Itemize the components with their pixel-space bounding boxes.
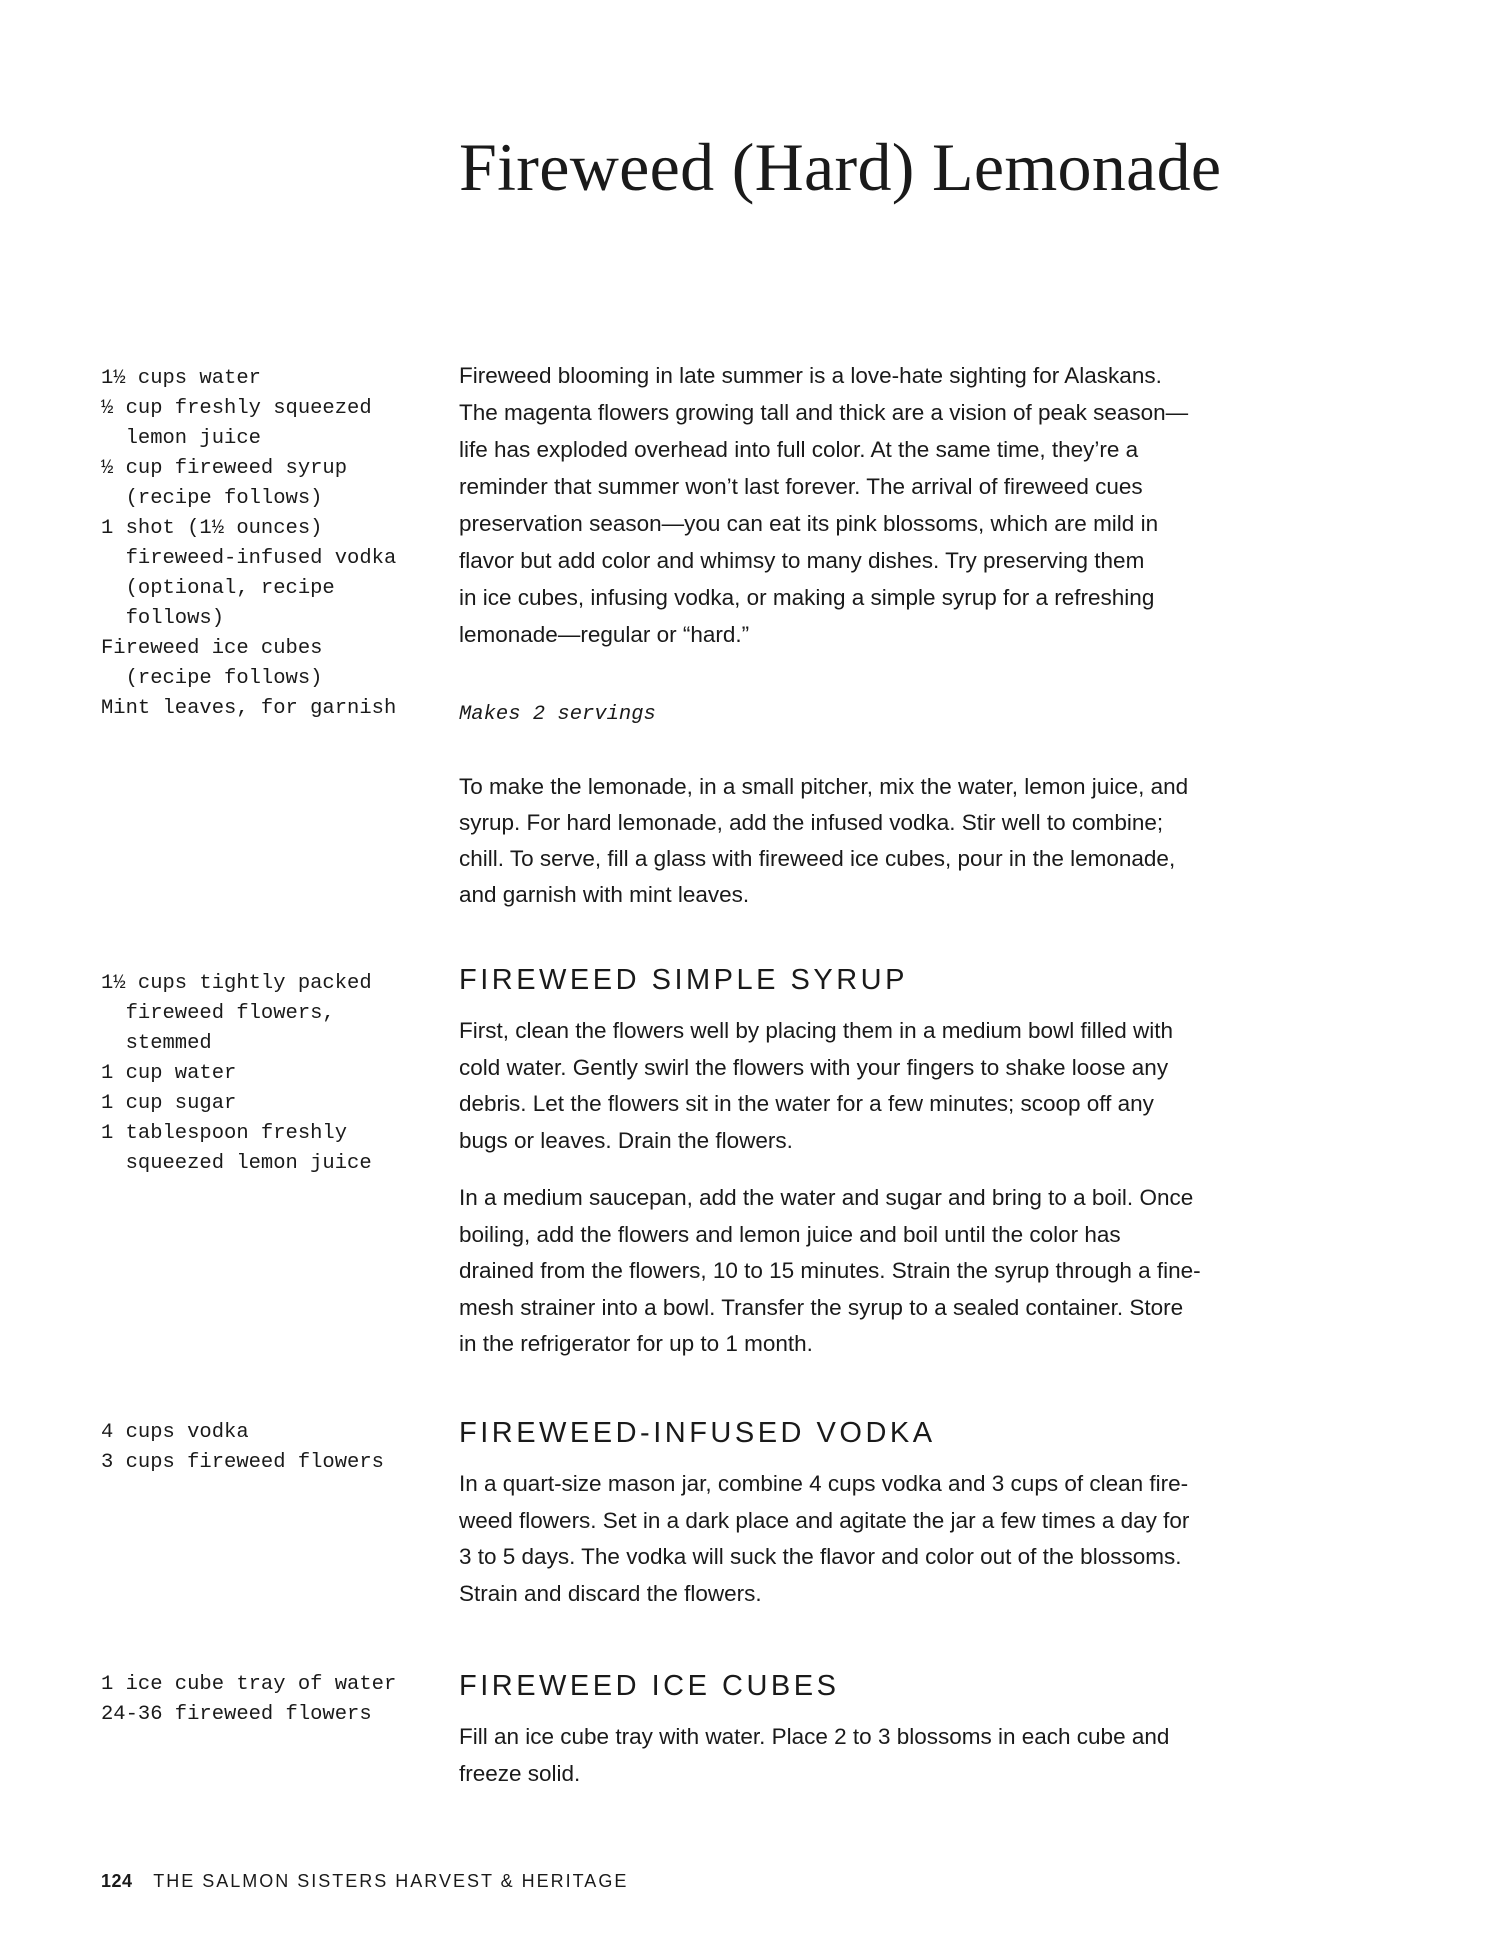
ingredient-line: squeezed lemon juice <box>101 1152 372 1175</box>
ingredient-line: (recipe follows) <box>101 487 323 510</box>
method-line: syrup. For hard lemonade, add the infused vodka. Stir well to combine; <box>459 810 1164 835</box>
ingredient-line: (recipe follows) <box>101 667 323 690</box>
syrup-heading: FIREWEED SIMPLE SYRUP <box>459 964 908 996</box>
ingredient-line: ½ cup fireweed syrup <box>101 457 348 480</box>
step-line: In a medium saucepan, add the water and sugar and bring to a boil. Once <box>459 1185 1194 1210</box>
vodka-ingredient-list <box>101 1418 384 1478</box>
ingredient-line: 1 tablespoon freshly <box>101 1122 348 1145</box>
ingredient-line: fireweed flowers, <box>101 1002 335 1025</box>
ingredient-line: follows) <box>101 607 225 630</box>
step-line: weed flowers. Set in a dark place and agitate the jar a few times a day for <box>459 1507 1190 1533</box>
vodka-step <box>459 1466 1259 1612</box>
ingredient-line: 3 cups fireweed flowers <box>101 1451 384 1474</box>
icecube-step <box>459 1719 1259 1792</box>
intro-line: The magenta flowers growing tall and thick are a vision of peak season— <box>459 400 1189 425</box>
page-number: 124 <box>101 1871 133 1891</box>
servings-yield: Makes 2 servings <box>459 703 656 726</box>
ingredient-line: (optional, recipe <box>101 577 335 600</box>
ingredient-line: 1 shot (1½ ounces) <box>101 517 323 540</box>
running-title: THE SALMON SISTERS HARVEST & HERITAGE <box>153 1871 629 1891</box>
recipe-title: Fireweed (Hard) Lemonade <box>459 129 1222 205</box>
ingredient-line: lemon juice <box>101 427 261 450</box>
ingredient-line: Mint leaves, for garnish <box>101 697 397 720</box>
intro-line: lemonade—regular or “hard.” <box>459 622 750 647</box>
intro-line: Fireweed blooming in late summer is a love-hate sighting for Alaskans. <box>459 363 1162 388</box>
step-line: cold water. Gently swirl the flowers with your fingers to shake loose any <box>459 1054 1169 1080</box>
intro-line: in ice cubes, infusing vodka, or making a simple syrup for a refreshing <box>459 585 1155 610</box>
step-line: boiling, add the flowers and lemon juice and boil until the color has <box>459 1221 1121 1247</box>
step-line: 3 to 5 days. The vodka will suck the flavor and color out of the blossoms. <box>459 1544 1182 1569</box>
step-line: debris. Let the flowers sit in the water for a few minutes; scoop off any <box>459 1091 1154 1116</box>
step-line: Fill an ice cube tray with water. Place 2 to 3 blossoms in each cube and <box>459 1724 1170 1749</box>
step-line: drained from the flowers, 10 to 15 minutes. Strain the syrup through a fine- <box>459 1258 1201 1283</box>
step-line: In a quart-size mason jar, combine 4 cups vodka and 3 cups of clean fire- <box>459 1471 1189 1496</box>
syrup-ingredient-list <box>101 969 372 1179</box>
intro-line: life has exploded overhead into full color. At the same time, they’re a <box>459 437 1139 462</box>
ingredient-line: fireweed-infused vodka <box>101 547 397 570</box>
icecube-heading: FIREWEED ICE CUBES <box>459 1670 840 1702</box>
ingredient-line: 24-36 fireweed flowers <box>101 1703 372 1726</box>
ingredient-line: 1 cup sugar <box>101 1092 237 1115</box>
ingredient-line: 1½ cups water <box>101 367 261 390</box>
ingredient-line: 1½ cups tightly packed <box>101 972 372 995</box>
syrup-step-2 <box>459 1180 1259 1363</box>
intro-line: flavor but add color and whimsy to many dishes. Try preserving them <box>459 548 1145 573</box>
intro-line: preservation season—you can eat its pink blossoms, which are mild in <box>459 511 1159 536</box>
ingredient-line: stemmed <box>101 1032 212 1055</box>
intro-line: reminder that summer won’t last forever. The arrival of fireweed cues <box>459 474 1143 499</box>
ingredient-line: 4 cups vodka <box>101 1421 249 1444</box>
method-line: chill. To serve, fill a glass with fireweed ice cubes, pour in the lemonade, <box>459 846 1176 871</box>
step-line: bugs or leaves. Drain the flowers. <box>459 1127 793 1153</box>
lemonade-ingredient-list <box>101 364 396 724</box>
ingredient-line: 1 cup water <box>101 1062 237 1085</box>
ingredient-line: Fireweed ice cubes <box>101 637 323 660</box>
step-line: mesh strainer into a bowl. Transfer the syrup to a sealed container. Store <box>459 1294 1184 1320</box>
page-footer <box>101 1871 628 1892</box>
ingredient-line: 1 ice cube tray of water <box>101 1673 397 1696</box>
lemonade-method <box>459 769 1259 913</box>
lemonade-intro <box>459 357 1259 653</box>
step-line: in the refrigerator for up to 1 month. <box>459 1331 813 1356</box>
method-line: To make the lemonade, in a small pitcher, mix the water, lemon juice, and <box>459 774 1189 799</box>
method-line: and garnish with mint leaves. <box>459 882 750 907</box>
ingredient-line: ½ cup freshly squeezed <box>101 397 372 420</box>
syrup-step-1 <box>459 1013 1259 1159</box>
step-line: First, clean the flowers well by placing them in a medium bowl filled with <box>459 1018 1174 1043</box>
step-line: freeze solid. <box>459 1760 581 1786</box>
icecube-ingredient-list <box>101 1670 396 1730</box>
step-line: Strain and discard the flowers. <box>459 1580 762 1606</box>
vodka-heading: FIREWEED-INFUSED VODKA <box>459 1417 936 1449</box>
